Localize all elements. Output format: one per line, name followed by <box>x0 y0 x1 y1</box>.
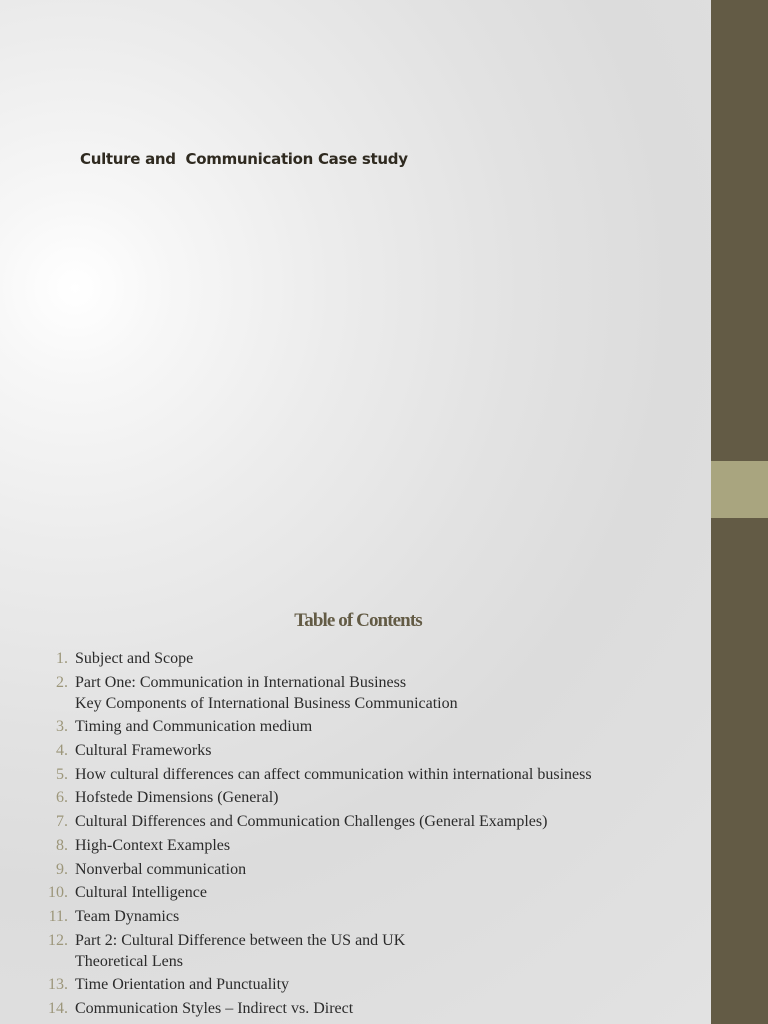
toc-item-text: Cultural Frameworks <box>75 742 212 760</box>
toc-item-number: 2. <box>56 673 68 691</box>
toc-item-number: 14. <box>48 999 68 1017</box>
toc-item <box>0 906 700 927</box>
decorative-sidebar-accent <box>711 461 768 518</box>
toc-item <box>0 859 700 880</box>
toc-item-text: Communication Styles – Indirect vs. Direct <box>75 999 354 1017</box>
toc-item-number: 5. <box>56 765 68 783</box>
toc-item-number: 12. <box>48 931 68 949</box>
toc-item-number: 4. <box>56 742 68 760</box>
toc-item <box>0 974 700 995</box>
toc-item-text: Hofstede Dimensions (General) <box>75 789 279 807</box>
toc-item-text: Timing and Communication medium <box>75 718 313 736</box>
toc-item-text: Nonverbal communication <box>75 860 247 878</box>
toc-item-text: How cultural differences can affect communication within international business <box>75 765 592 783</box>
toc-item <box>0 787 700 808</box>
toc-item-text: Part 2: Cultural Difference between the US and UK <box>75 931 406 949</box>
toc-heading: Table of Contents <box>294 610 422 631</box>
toc-item <box>0 672 700 714</box>
toc-item <box>0 811 700 832</box>
toc-item-text: Cultural Differences and Communication Challenges (General Examples) <box>75 813 548 831</box>
toc-item-number: 9. <box>56 860 68 878</box>
toc-item-number: 6. <box>56 789 68 807</box>
toc-item-text: High-Context Examples <box>75 836 231 854</box>
toc-item-number: 7. <box>56 813 68 831</box>
toc-item <box>0 764 700 785</box>
toc-item-text: Part One: Communication in International Business <box>75 673 407 691</box>
toc-item-text: Cultural Intelligence <box>75 884 207 902</box>
toc-item-number: 10. <box>48 884 68 902</box>
toc-item-text: Subject and Scope <box>75 650 194 667</box>
toc-item <box>0 716 700 737</box>
toc-item-number: 8. <box>56 836 68 854</box>
toc-item-number: 1. <box>56 650 68 667</box>
toc-item-text: Team Dynamics <box>75 907 180 925</box>
toc-item <box>0 998 700 1019</box>
toc-item <box>0 882 700 903</box>
toc-item-text: Time Orientation and Punctuality <box>75 976 290 994</box>
document-title: Culture and Communication Case study <box>80 150 408 168</box>
toc-item <box>0 740 700 761</box>
table-of-contents <box>0 648 700 1022</box>
toc-item <box>0 930 700 972</box>
toc-item <box>0 648 700 669</box>
toc-item <box>0 835 700 856</box>
toc-item-number: 3. <box>56 718 68 736</box>
toc-subitem-text: Theoretical Lens <box>75 952 183 970</box>
toc-subitem-text: Key Components of International Business Communication <box>75 694 458 712</box>
toc-item-number: 11. <box>48 907 68 925</box>
toc-item-number: 13. <box>48 976 68 994</box>
